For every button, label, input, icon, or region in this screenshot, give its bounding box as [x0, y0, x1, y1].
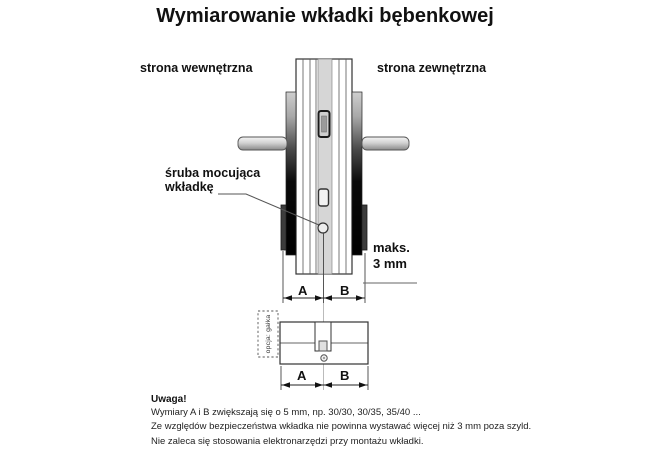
dim-arrow — [324, 382, 332, 388]
lower-dim-label-a: A — [297, 368, 307, 383]
dim-arrow — [282, 382, 290, 388]
escutcheon-outer — [352, 92, 362, 255]
note-heading: Uwaga! — [151, 394, 187, 405]
escutcheon-inner — [286, 92, 296, 255]
dim-arrow — [359, 382, 367, 388]
keyway-slot — [319, 189, 329, 206]
dim-arrow — [356, 295, 364, 301]
label-fixing-screw — [165, 166, 260, 194]
note-line-2: Ze względów bezpieczeństwa wkładka nie powinna wystawać więcej niż 3 mm poza szyld. — [151, 421, 532, 433]
page-title: Wymiarowanie wkładki bębenkowej — [156, 5, 494, 27]
label-knob-option: opcja: gałka — [264, 314, 272, 354]
dim-arrow — [315, 382, 323, 388]
label-max-line1: maks. — [373, 240, 410, 255]
note-block — [151, 393, 541, 449]
dim-arrow — [315, 295, 323, 301]
dim-arrow — [324, 295, 332, 301]
cam-opening-slot — [322, 116, 327, 132]
note-line-3: Nie zaleca się stosowania elektronarzędzi przy montażu wkładki. — [151, 435, 424, 447]
cam-notch — [319, 341, 327, 351]
label-outer-side: strona zewnętrzna — [377, 61, 487, 75]
handle-outer — [362, 137, 409, 150]
upper-dim-label-b: B — [340, 283, 350, 298]
door-cross-section — [296, 59, 352, 274]
fixing-screw-hole-center — [323, 357, 325, 359]
upper-dim-label-a: A — [298, 283, 308, 298]
label-max-line2: 3 mm — [373, 255, 407, 271]
dim-arrow — [284, 295, 292, 301]
label-inner-side: strona wewnętrzna — [140, 61, 253, 75]
fixing-screw — [318, 223, 328, 233]
lower-dim-label-b: B — [340, 368, 350, 383]
cylinder-body-strip — [318, 59, 332, 274]
label-fixing-screw-line1: śruba mocująca — [165, 166, 261, 180]
label-max-protrusion — [373, 240, 410, 271]
note-line-1: Wymiary A i B zwiększają się o 5 mm, np. 30/30, 30/35, 35/40 ... — [151, 407, 421, 418]
label-fixing-screw-line2: wkładkę — [165, 180, 214, 194]
handle-inner — [238, 137, 287, 150]
